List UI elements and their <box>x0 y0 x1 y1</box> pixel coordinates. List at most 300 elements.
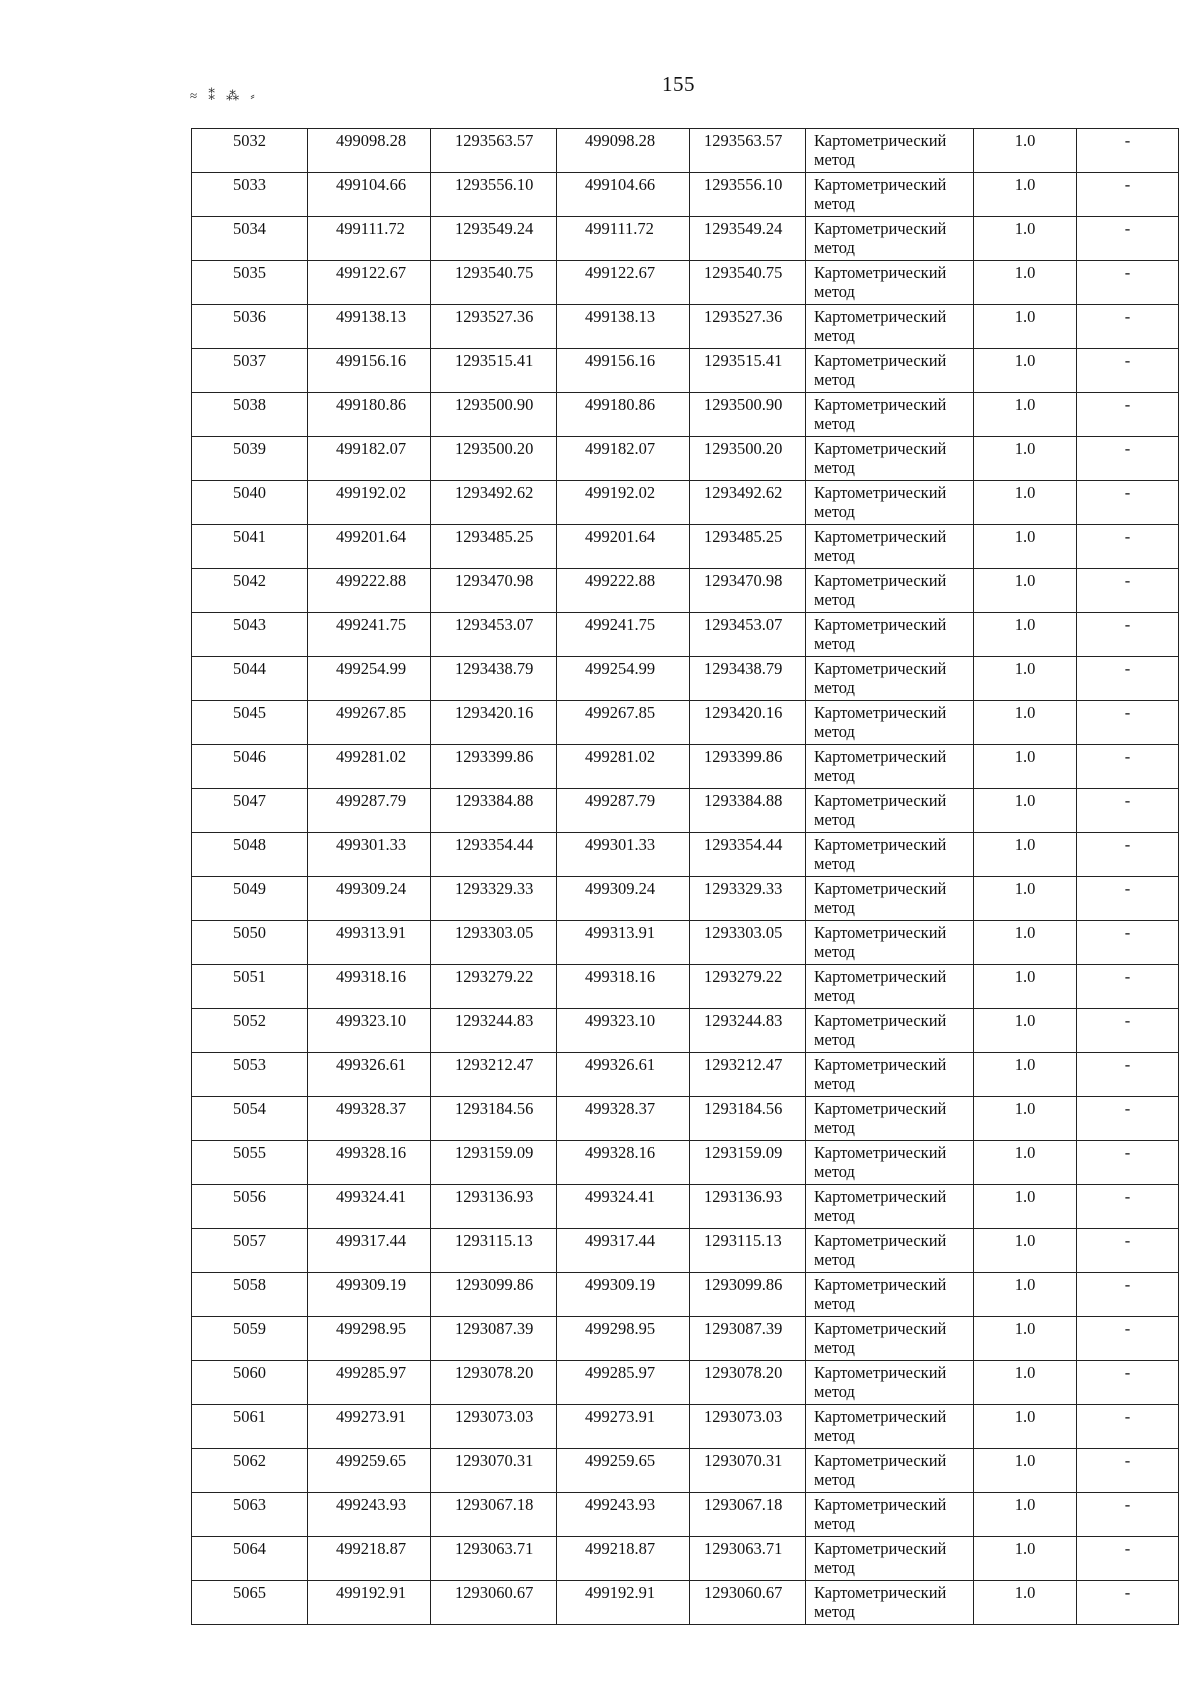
method-cell: Картометрический метод <box>806 173 974 217</box>
y-existing-cell: 1293078.20 <box>431 1361 557 1405</box>
description-cell: - <box>1077 437 1179 481</box>
y-existing-cell: 1293354.44 <box>431 833 557 877</box>
x-new-cell: 499192.91 <box>557 1581 690 1625</box>
table-row <box>192 1009 1179 1053</box>
x-existing-cell: 499309.19 <box>308 1273 431 1317</box>
table-row <box>192 1273 1179 1317</box>
accuracy-cell: 1.0 <box>974 393 1077 437</box>
accuracy-cell: 1.0 <box>974 1009 1077 1053</box>
x-new-cell: 499201.64 <box>557 525 690 569</box>
x-new-cell: 499122.67 <box>557 261 690 305</box>
point-number-cell: 5053 <box>192 1053 308 1097</box>
point-number-cell: 5055 <box>192 1141 308 1185</box>
y-new-cell: 1293087.39 <box>690 1317 806 1361</box>
description-cell: - <box>1077 877 1179 921</box>
description-cell: - <box>1077 1229 1179 1273</box>
y-existing-cell: 1293087.39 <box>431 1317 557 1361</box>
table-row <box>192 1405 1179 1449</box>
x-existing-cell: 499104.66 <box>308 173 431 217</box>
method-cell: Картометрический метод <box>806 1141 974 1185</box>
y-existing-cell: 1293063.71 <box>431 1537 557 1581</box>
table-row <box>192 173 1179 217</box>
table-row <box>192 1185 1179 1229</box>
y-existing-cell: 1293420.16 <box>431 701 557 745</box>
y-existing-cell: 1293556.10 <box>431 173 557 217</box>
point-number-cell: 5036 <box>192 305 308 349</box>
description-cell: - <box>1077 1097 1179 1141</box>
y-new-cell: 1293549.24 <box>690 217 806 261</box>
description-cell: - <box>1077 1317 1179 1361</box>
accuracy-cell: 1.0 <box>974 701 1077 745</box>
y-existing-cell: 1293244.83 <box>431 1009 557 1053</box>
point-number-cell: 5061 <box>192 1405 308 1449</box>
method-cell: Картометрический метод <box>806 1449 974 1493</box>
table-row <box>192 833 1179 877</box>
y-new-cell: 1293063.71 <box>690 1537 806 1581</box>
x-existing-cell: 499313.91 <box>308 921 431 965</box>
y-new-cell: 1293485.25 <box>690 525 806 569</box>
y-new-cell: 1293470.98 <box>690 569 806 613</box>
x-existing-cell: 499243.93 <box>308 1493 431 1537</box>
accuracy-cell: 1.0 <box>974 1449 1077 1493</box>
table-row <box>192 1317 1179 1361</box>
x-new-cell: 499317.44 <box>557 1229 690 1273</box>
y-existing-cell: 1293492.62 <box>431 481 557 525</box>
point-number-cell: 5040 <box>192 481 308 525</box>
x-existing-cell: 499098.28 <box>308 129 431 173</box>
accuracy-cell: 1.0 <box>974 789 1077 833</box>
method-cell: Картометрический метод <box>806 1493 974 1537</box>
x-new-cell: 499218.87 <box>557 1537 690 1581</box>
table-row <box>192 1141 1179 1185</box>
accuracy-cell: 1.0 <box>974 217 1077 261</box>
accuracy-cell: 1.0 <box>974 1273 1077 1317</box>
accuracy-cell: 1.0 <box>974 1493 1077 1537</box>
x-existing-cell: 499298.95 <box>308 1317 431 1361</box>
description-cell: - <box>1077 1273 1179 1317</box>
accuracy-cell: 1.0 <box>974 437 1077 481</box>
table-row <box>192 217 1179 261</box>
table-body <box>192 129 1179 1625</box>
method-cell: Картометрический метод <box>806 1537 974 1581</box>
y-existing-cell: 1293070.31 <box>431 1449 557 1493</box>
y-new-cell: 1293159.09 <box>690 1141 806 1185</box>
point-number-cell: 5042 <box>192 569 308 613</box>
point-number-cell: 5056 <box>192 1185 308 1229</box>
point-number-cell: 5060 <box>192 1361 308 1405</box>
x-new-cell: 499138.13 <box>557 305 690 349</box>
x-new-cell: 499301.33 <box>557 833 690 877</box>
method-cell: Картометрический метод <box>806 1229 974 1273</box>
table-row <box>192 1361 1179 1405</box>
x-existing-cell: 499182.07 <box>308 437 431 481</box>
description-cell: - <box>1077 789 1179 833</box>
y-new-cell: 1293384.88 <box>690 789 806 833</box>
y-new-cell: 1293184.56 <box>690 1097 806 1141</box>
point-number-cell: 5050 <box>192 921 308 965</box>
x-existing-cell: 499317.44 <box>308 1229 431 1273</box>
y-existing-cell: 1293384.88 <box>431 789 557 833</box>
x-existing-cell: 499328.37 <box>308 1097 431 1141</box>
x-new-cell: 499222.88 <box>557 569 690 613</box>
point-number-cell: 5057 <box>192 1229 308 1273</box>
y-new-cell: 1293070.31 <box>690 1449 806 1493</box>
description-cell: - <box>1077 965 1179 1009</box>
table-row <box>192 877 1179 921</box>
x-existing-cell: 499222.88 <box>308 569 431 613</box>
table-row <box>192 129 1179 173</box>
y-existing-cell: 1293060.67 <box>431 1581 557 1625</box>
x-existing-cell: 499259.65 <box>308 1449 431 1493</box>
method-cell: Картометрический метод <box>806 745 974 789</box>
method-cell: Картометрический метод <box>806 1317 974 1361</box>
y-new-cell: 1293556.10 <box>690 173 806 217</box>
method-cell: Картометрический метод <box>806 1405 974 1449</box>
description-cell: - <box>1077 613 1179 657</box>
x-existing-cell: 499323.10 <box>308 1009 431 1053</box>
x-new-cell: 499285.97 <box>557 1361 690 1405</box>
y-existing-cell: 1293073.03 <box>431 1405 557 1449</box>
x-new-cell: 499243.93 <box>557 1493 690 1537</box>
method-cell: Картометрический метод <box>806 525 974 569</box>
y-new-cell: 1293303.05 <box>690 921 806 965</box>
x-existing-cell: 499267.85 <box>308 701 431 745</box>
table-row <box>192 261 1179 305</box>
accuracy-cell: 1.0 <box>974 745 1077 789</box>
method-cell: Картометрический метод <box>806 481 974 525</box>
x-new-cell: 499287.79 <box>557 789 690 833</box>
description-cell: - <box>1077 657 1179 701</box>
method-cell: Картометрический метод <box>806 921 974 965</box>
y-existing-cell: 1293329.33 <box>431 877 557 921</box>
table-row <box>192 1493 1179 1537</box>
y-new-cell: 1293527.36 <box>690 305 806 349</box>
description-cell: - <box>1077 1361 1179 1405</box>
x-new-cell: 499111.72 <box>557 217 690 261</box>
table-row <box>192 965 1179 1009</box>
y-existing-cell: 1293279.22 <box>431 965 557 1009</box>
y-existing-cell: 1293136.93 <box>431 1185 557 1229</box>
y-new-cell: 1293438.79 <box>690 657 806 701</box>
accuracy-cell: 1.0 <box>974 833 1077 877</box>
y-existing-cell: 1293500.90 <box>431 393 557 437</box>
accuracy-cell: 1.0 <box>974 613 1077 657</box>
x-new-cell: 499182.07 <box>557 437 690 481</box>
table-row <box>192 569 1179 613</box>
x-new-cell: 499098.28 <box>557 129 690 173</box>
table-row <box>192 921 1179 965</box>
y-existing-cell: 1293453.07 <box>431 613 557 657</box>
x-existing-cell: 499301.33 <box>308 833 431 877</box>
description-cell: - <box>1077 261 1179 305</box>
x-new-cell: 499309.24 <box>557 877 690 921</box>
description-cell: - <box>1077 305 1179 349</box>
table-row <box>192 437 1179 481</box>
point-number-cell: 5062 <box>192 1449 308 1493</box>
method-cell: Картометрический метод <box>806 305 974 349</box>
x-new-cell: 499318.16 <box>557 965 690 1009</box>
point-number-cell: 5051 <box>192 965 308 1009</box>
accuracy-cell: 1.0 <box>974 173 1077 217</box>
y-existing-cell: 1293159.09 <box>431 1141 557 1185</box>
point-number-cell: 5054 <box>192 1097 308 1141</box>
y-existing-cell: 1293563.57 <box>431 129 557 173</box>
x-existing-cell: 499254.99 <box>308 657 431 701</box>
x-new-cell: 499309.19 <box>557 1273 690 1317</box>
description-cell: - <box>1077 393 1179 437</box>
y-new-cell: 1293453.07 <box>690 613 806 657</box>
y-new-cell: 1293078.20 <box>690 1361 806 1405</box>
x-existing-cell: 499326.61 <box>308 1053 431 1097</box>
x-existing-cell: 499218.87 <box>308 1537 431 1581</box>
y-new-cell: 1293067.18 <box>690 1493 806 1537</box>
method-cell: Картометрический метод <box>806 701 974 745</box>
y-new-cell: 1293073.03 <box>690 1405 806 1449</box>
description-cell: - <box>1077 921 1179 965</box>
y-new-cell: 1293115.13 <box>690 1229 806 1273</box>
scan-artifact-marks: ≈ ⁑ ⁂ ⸗ <box>190 88 259 103</box>
x-existing-cell: 499328.16 <box>308 1141 431 1185</box>
x-existing-cell: 499318.16 <box>308 965 431 1009</box>
point-number-cell: 5049 <box>192 877 308 921</box>
x-existing-cell: 499324.41 <box>308 1185 431 1229</box>
description-cell: - <box>1077 1581 1179 1625</box>
y-new-cell: 1293399.86 <box>690 745 806 789</box>
description-cell: - <box>1077 217 1179 261</box>
description-cell: - <box>1077 349 1179 393</box>
y-new-cell: 1293060.67 <box>690 1581 806 1625</box>
description-cell: - <box>1077 1185 1179 1229</box>
y-existing-cell: 1293500.20 <box>431 437 557 481</box>
x-existing-cell: 499180.86 <box>308 393 431 437</box>
table-row <box>192 1097 1179 1141</box>
y-existing-cell: 1293399.86 <box>431 745 557 789</box>
x-existing-cell: 499309.24 <box>308 877 431 921</box>
point-number-cell: 5059 <box>192 1317 308 1361</box>
x-new-cell: 499328.37 <box>557 1097 690 1141</box>
description-cell: - <box>1077 173 1179 217</box>
method-cell: Картометрический метод <box>806 349 974 393</box>
y-new-cell: 1293420.16 <box>690 701 806 745</box>
accuracy-cell: 1.0 <box>974 569 1077 613</box>
x-new-cell: 499313.91 <box>557 921 690 965</box>
point-number-cell: 5063 <box>192 1493 308 1537</box>
x-new-cell: 499273.91 <box>557 1405 690 1449</box>
x-new-cell: 499326.61 <box>557 1053 690 1097</box>
point-number-cell: 5044 <box>192 657 308 701</box>
table-row <box>192 1229 1179 1273</box>
method-cell: Картометрический метод <box>806 437 974 481</box>
description-cell: - <box>1077 129 1179 173</box>
x-existing-cell: 499156.16 <box>308 349 431 393</box>
y-existing-cell: 1293099.86 <box>431 1273 557 1317</box>
x-new-cell: 499156.16 <box>557 349 690 393</box>
accuracy-cell: 1.0 <box>974 129 1077 173</box>
x-existing-cell: 499287.79 <box>308 789 431 833</box>
y-new-cell: 1293515.41 <box>690 349 806 393</box>
x-existing-cell: 499273.91 <box>308 1405 431 1449</box>
x-new-cell: 499192.02 <box>557 481 690 525</box>
accuracy-cell: 1.0 <box>974 1581 1077 1625</box>
table-row <box>192 701 1179 745</box>
x-new-cell: 499180.86 <box>557 393 690 437</box>
x-new-cell: 499104.66 <box>557 173 690 217</box>
y-new-cell: 1293492.62 <box>690 481 806 525</box>
description-cell: - <box>1077 1009 1179 1053</box>
y-new-cell: 1293354.44 <box>690 833 806 877</box>
point-number-cell: 5033 <box>192 173 308 217</box>
x-new-cell: 499254.99 <box>557 657 690 701</box>
table-row <box>192 789 1179 833</box>
table-row <box>192 525 1179 569</box>
x-existing-cell: 499285.97 <box>308 1361 431 1405</box>
point-number-cell: 5043 <box>192 613 308 657</box>
method-cell: Картометрический метод <box>806 1009 974 1053</box>
table-row <box>192 305 1179 349</box>
description-cell: - <box>1077 1493 1179 1537</box>
point-number-cell: 5032 <box>192 129 308 173</box>
accuracy-cell: 1.0 <box>974 1317 1077 1361</box>
accuracy-cell: 1.0 <box>974 1229 1077 1273</box>
y-existing-cell: 1293184.56 <box>431 1097 557 1141</box>
y-existing-cell: 1293438.79 <box>431 657 557 701</box>
method-cell: Картометрический метод <box>806 1053 974 1097</box>
description-cell: - <box>1077 1449 1179 1493</box>
accuracy-cell: 1.0 <box>974 1185 1077 1229</box>
x-new-cell: 499323.10 <box>557 1009 690 1053</box>
accuracy-cell: 1.0 <box>974 525 1077 569</box>
description-cell: - <box>1077 525 1179 569</box>
page-number: 155 <box>662 72 695 96</box>
x-new-cell: 499298.95 <box>557 1317 690 1361</box>
description-cell: - <box>1077 745 1179 789</box>
method-cell: Картометрический метод <box>806 1185 974 1229</box>
x-existing-cell: 499201.64 <box>308 525 431 569</box>
coordinates-table <box>191 128 1179 1625</box>
method-cell: Картометрический метод <box>806 657 974 701</box>
accuracy-cell: 1.0 <box>974 965 1077 1009</box>
point-number-cell: 5037 <box>192 349 308 393</box>
table-row <box>192 481 1179 525</box>
method-cell: Картометрический метод <box>806 1361 974 1405</box>
method-cell: Картометрический метод <box>806 217 974 261</box>
method-cell: Картометрический метод <box>806 1581 974 1625</box>
table-row <box>192 1537 1179 1581</box>
y-existing-cell: 1293549.24 <box>431 217 557 261</box>
x-existing-cell: 499281.02 <box>308 745 431 789</box>
point-number-cell: 5058 <box>192 1273 308 1317</box>
description-cell: - <box>1077 1053 1179 1097</box>
y-new-cell: 1293279.22 <box>690 965 806 1009</box>
y-existing-cell: 1293527.36 <box>431 305 557 349</box>
y-existing-cell: 1293515.41 <box>431 349 557 393</box>
x-existing-cell: 499192.91 <box>308 1581 431 1625</box>
accuracy-cell: 1.0 <box>974 261 1077 305</box>
y-new-cell: 1293329.33 <box>690 877 806 921</box>
y-existing-cell: 1293212.47 <box>431 1053 557 1097</box>
y-existing-cell: 1293067.18 <box>431 1493 557 1537</box>
point-number-cell: 5046 <box>192 745 308 789</box>
y-new-cell: 1293136.93 <box>690 1185 806 1229</box>
accuracy-cell: 1.0 <box>974 349 1077 393</box>
y-existing-cell: 1293115.13 <box>431 1229 557 1273</box>
y-existing-cell: 1293470.98 <box>431 569 557 613</box>
point-number-cell: 5064 <box>192 1537 308 1581</box>
y-new-cell: 1293500.90 <box>690 393 806 437</box>
y-existing-cell: 1293303.05 <box>431 921 557 965</box>
method-cell: Картометрический метод <box>806 569 974 613</box>
x-existing-cell: 499111.72 <box>308 217 431 261</box>
table-row <box>192 745 1179 789</box>
accuracy-cell: 1.0 <box>974 1097 1077 1141</box>
point-number-cell: 5047 <box>192 789 308 833</box>
method-cell: Картометрический метод <box>806 1097 974 1141</box>
y-existing-cell: 1293540.75 <box>431 261 557 305</box>
description-cell: - <box>1077 569 1179 613</box>
accuracy-cell: 1.0 <box>974 657 1077 701</box>
y-new-cell: 1293563.57 <box>690 129 806 173</box>
y-new-cell: 1293099.86 <box>690 1273 806 1317</box>
y-existing-cell: 1293485.25 <box>431 525 557 569</box>
accuracy-cell: 1.0 <box>974 1405 1077 1449</box>
y-new-cell: 1293540.75 <box>690 261 806 305</box>
table-row <box>192 1053 1179 1097</box>
point-number-cell: 5035 <box>192 261 308 305</box>
method-cell: Картометрический метод <box>806 833 974 877</box>
point-number-cell: 5052 <box>192 1009 308 1053</box>
table-row <box>192 613 1179 657</box>
y-new-cell: 1293212.47 <box>690 1053 806 1097</box>
method-cell: Картометрический метод <box>806 1273 974 1317</box>
description-cell: - <box>1077 1141 1179 1185</box>
table-row <box>192 1581 1179 1625</box>
accuracy-cell: 1.0 <box>974 1053 1077 1097</box>
description-cell: - <box>1077 1405 1179 1449</box>
method-cell: Картометрический метод <box>806 129 974 173</box>
method-cell: Картометрический метод <box>806 393 974 437</box>
x-new-cell: 499324.41 <box>557 1185 690 1229</box>
description-cell: - <box>1077 1537 1179 1581</box>
x-new-cell: 499328.16 <box>557 1141 690 1185</box>
point-number-cell: 5038 <box>192 393 308 437</box>
x-existing-cell: 499241.75 <box>308 613 431 657</box>
method-cell: Картометрический метод <box>806 965 974 1009</box>
method-cell: Картометрический метод <box>806 613 974 657</box>
table-row <box>192 393 1179 437</box>
description-cell: - <box>1077 833 1179 877</box>
x-new-cell: 499241.75 <box>557 613 690 657</box>
accuracy-cell: 1.0 <box>974 921 1077 965</box>
method-cell: Картометрический метод <box>806 789 974 833</box>
point-number-cell: 5039 <box>192 437 308 481</box>
x-existing-cell: 499138.13 <box>308 305 431 349</box>
point-number-cell: 5065 <box>192 1581 308 1625</box>
point-number-cell: 5045 <box>192 701 308 745</box>
x-existing-cell: 499192.02 <box>308 481 431 525</box>
method-cell: Картометрический метод <box>806 877 974 921</box>
point-number-cell: 5041 <box>192 525 308 569</box>
accuracy-cell: 1.0 <box>974 1141 1077 1185</box>
accuracy-cell: 1.0 <box>974 305 1077 349</box>
description-cell: - <box>1077 481 1179 525</box>
y-new-cell: 1293244.83 <box>690 1009 806 1053</box>
x-existing-cell: 499122.67 <box>308 261 431 305</box>
accuracy-cell: 1.0 <box>974 877 1077 921</box>
x-new-cell: 499267.85 <box>557 701 690 745</box>
table-row <box>192 1449 1179 1493</box>
method-cell: Картометрический метод <box>806 261 974 305</box>
point-number-cell: 5048 <box>192 833 308 877</box>
